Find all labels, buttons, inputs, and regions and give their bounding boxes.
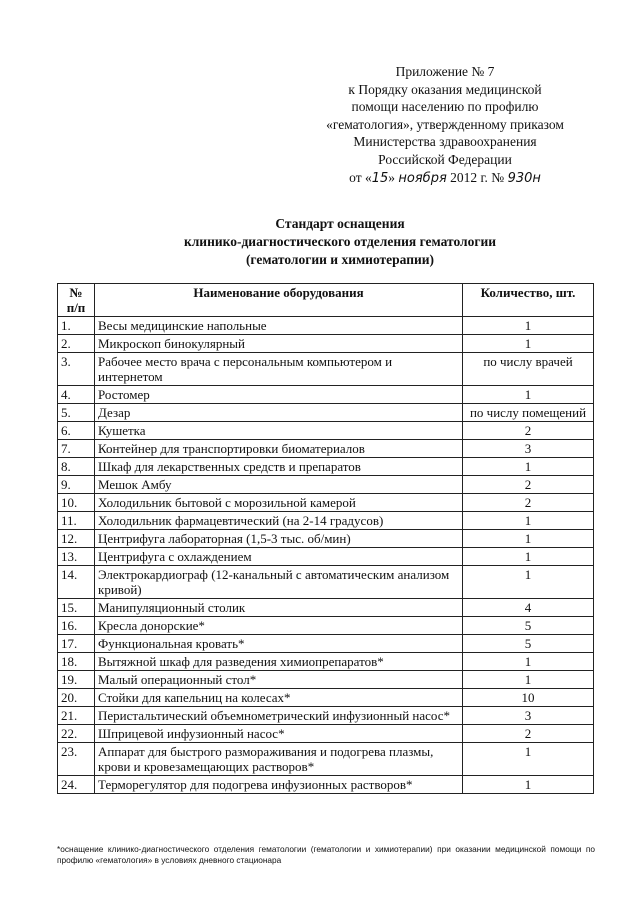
table-row	[58, 353, 594, 386]
date-year-text: 2012 г. №	[450, 169, 505, 185]
appendix-line: к Порядку оказания медицинской	[348, 81, 542, 97]
equipment-quantity: по числу врачей	[463, 353, 594, 386]
row-number: 16.	[58, 617, 95, 635]
row-number: 11.	[58, 512, 95, 530]
equipment-name: Малый операционный стол*	[95, 671, 463, 689]
equipment-quantity: 1	[463, 512, 594, 530]
equipment-table	[57, 283, 594, 794]
row-number: 24.	[58, 776, 95, 794]
equipment-name: Кушетка	[95, 422, 463, 440]
equipment-quantity: 3	[463, 440, 594, 458]
equipment-quantity: 5	[463, 635, 594, 653]
table-row	[58, 404, 594, 422]
equipment-quantity: 2	[463, 422, 594, 440]
table-row	[58, 707, 594, 725]
header-number	[58, 284, 95, 317]
table-row	[58, 689, 594, 707]
table-row	[58, 494, 594, 512]
appendix-date-line	[300, 169, 590, 188]
row-number: 10.	[58, 494, 95, 512]
table-row	[58, 566, 594, 599]
equipment-quantity: 1	[463, 317, 594, 335]
table-row	[58, 548, 594, 566]
equipment-name: Стойки для капельниц на колесах*	[95, 689, 463, 707]
row-number: 8.	[58, 458, 95, 476]
row-number: 4.	[58, 386, 95, 404]
row-number: 9.	[58, 476, 95, 494]
equipment-name: Вытяжной шкаф для разведения химиопрепаратов*	[95, 653, 463, 671]
row-number: 2.	[58, 335, 95, 353]
title-line: Стандарт оснащения	[275, 216, 405, 231]
equipment-quantity: 1	[463, 386, 594, 404]
document-title	[120, 215, 560, 269]
equipment-name: Перистальтический объемнометрический инфузионный насос*	[95, 707, 463, 725]
table-row	[58, 317, 594, 335]
equipment-name: Весы медицинские напольные	[95, 317, 463, 335]
row-number: 15.	[58, 599, 95, 617]
table-body	[58, 317, 594, 794]
equipment-quantity: 2	[463, 476, 594, 494]
row-number: 23.	[58, 743, 95, 776]
table-row	[58, 476, 594, 494]
equipment-quantity: 2	[463, 725, 594, 743]
appendix-line: помощи населению по профилю	[351, 99, 539, 115]
equipment-name: Электрокардиограф (12-канальный с автоматическим анализом кривой)	[95, 566, 463, 599]
appendix-line: «гематология», утвержденному приказом	[326, 116, 564, 132]
table-row	[58, 512, 594, 530]
row-number: 12.	[58, 530, 95, 548]
row-number: 19.	[58, 671, 95, 689]
appendix-line: Российской Федерации	[378, 151, 512, 167]
title-line: клинико-диагностического отделения гематологии	[183, 234, 497, 249]
equipment-quantity: 5	[463, 617, 594, 635]
table-row	[58, 725, 594, 743]
row-number: 7.	[58, 440, 95, 458]
equipment-name: Кресла донорские*	[95, 617, 463, 635]
row-number: 17.	[58, 635, 95, 653]
title-line: (гематологии и химиотерапии)	[245, 252, 435, 267]
date-day: 15	[371, 170, 389, 186]
equipment-quantity: 1	[463, 530, 594, 548]
equipment-name: Ростомер	[95, 386, 463, 404]
row-number: 18.	[58, 653, 95, 671]
header-quantity: Количество, шт.	[463, 284, 594, 317]
equipment-name: Рабочее место врача с персональным компьютером и интернетом	[95, 353, 463, 386]
row-number: 13.	[58, 548, 95, 566]
equipment-name: Шприцевой инфузионный насос*	[95, 725, 463, 743]
equipment-quantity: 2	[463, 494, 594, 512]
table-row	[58, 386, 594, 404]
table-header-row	[58, 284, 594, 317]
equipment-name: Аппарат для быстрого размораживания и подогрева плазмы, крови и кровезамещающих растворов*	[95, 743, 463, 776]
table-row	[58, 653, 594, 671]
row-number: 1.	[58, 317, 95, 335]
equipment-name: Дезар	[95, 404, 463, 422]
table-row	[58, 776, 594, 794]
date-mid: »	[388, 169, 396, 185]
order-number: 930н	[507, 170, 541, 186]
row-number: 14.	[58, 566, 95, 599]
table-row	[58, 440, 594, 458]
table-row	[58, 617, 594, 635]
equipment-name: Манипуляционный столик	[95, 599, 463, 617]
header-number-line: №	[69, 285, 83, 300]
equipment-name: Контейнер для транспортировки биоматериалов	[95, 440, 463, 458]
table-row	[58, 599, 594, 617]
date-prefix: от «	[349, 169, 372, 185]
appendix-header	[300, 63, 590, 187]
appendix-line: Министерства здравоохранения	[353, 134, 537, 150]
equipment-quantity: 4	[463, 599, 594, 617]
date-month: ноября	[398, 170, 447, 186]
equipment-name: Терморегулятор для подогрева инфузионных растворов*	[95, 776, 463, 794]
table-row	[58, 422, 594, 440]
equipment-quantity: 1	[463, 458, 594, 476]
equipment-name: Микроскоп бинокулярный	[95, 335, 463, 353]
table-row	[58, 743, 594, 776]
table-row	[58, 671, 594, 689]
table-row	[58, 635, 594, 653]
equipment-name: Центрифуга с охлаждением	[95, 548, 463, 566]
equipment-name: Функциональная кровать*	[95, 635, 463, 653]
equipment-name: Центрифуга лабораторная (1,5-3 тыс. об/мин)	[95, 530, 463, 548]
row-number: 5.	[58, 404, 95, 422]
equipment-name: Холодильник фармацевтический (на 2-14 градусов)	[95, 512, 463, 530]
row-number: 6.	[58, 422, 95, 440]
appendix-line: Приложение № 7	[395, 64, 495, 79]
equipment-quantity: 1	[463, 671, 594, 689]
table-row	[58, 458, 594, 476]
row-number: 21.	[58, 707, 95, 725]
footnote: *оснащение клинико-диагностического отделения гематологии (гематологии и химиотерапии) при оказании медицинской помощи по профилю «гематология» в условиях дневного стационара	[57, 844, 595, 865]
header-name: Наименование оборудования	[95, 284, 463, 317]
row-number: 20.	[58, 689, 95, 707]
row-number: 22.	[58, 725, 95, 743]
equipment-quantity: 1	[463, 653, 594, 671]
equipment-quantity: 1	[463, 776, 594, 794]
table-row	[58, 335, 594, 353]
equipment-quantity: 1	[463, 566, 594, 599]
row-number: 3.	[58, 353, 95, 386]
table-row	[58, 530, 594, 548]
equipment-quantity: 1	[463, 548, 594, 566]
equipment-quantity: по числу помещений	[463, 404, 594, 422]
equipment-quantity: 1	[463, 743, 594, 776]
equipment-name: Мешок Амбу	[95, 476, 463, 494]
equipment-quantity: 3	[463, 707, 594, 725]
equipment-quantity: 1	[463, 335, 594, 353]
header-number-line: п/п	[66, 300, 86, 315]
equipment-name: Холодильник бытовой с морозильной камерой	[95, 494, 463, 512]
equipment-name: Шкаф для лекарственных средств и препаратов	[95, 458, 463, 476]
equipment-quantity: 10	[463, 689, 594, 707]
